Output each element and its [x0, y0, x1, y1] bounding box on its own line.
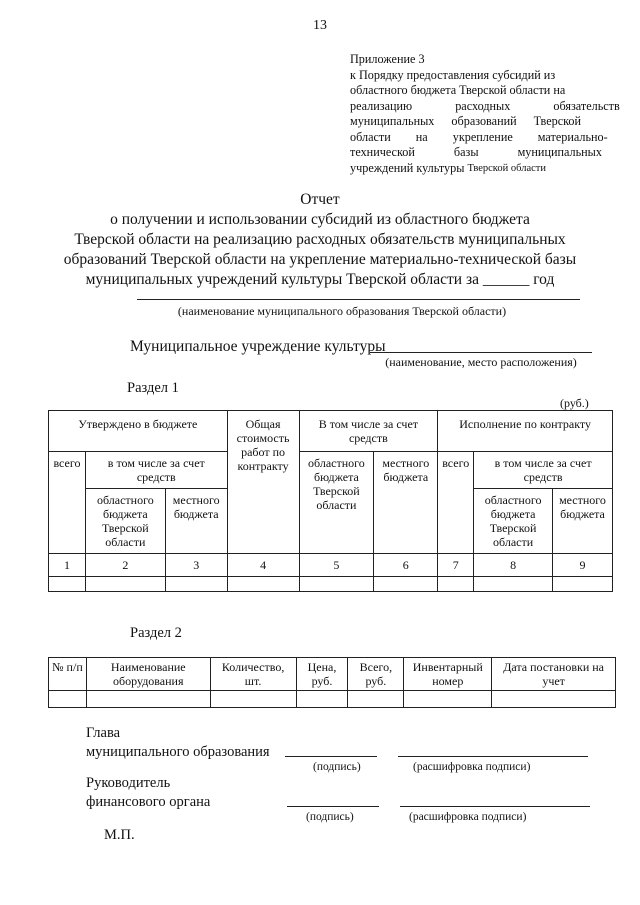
header-execution: Исполнение по контракту	[438, 411, 613, 452]
appendix-line	[350, 161, 600, 177]
section1-title: Раздел 1	[127, 380, 179, 396]
municipality-caption: (наименование муниципального образования Тверской области)	[177, 304, 507, 318]
header-local: местного бюджета	[165, 489, 227, 554]
page-number: 13	[313, 18, 327, 33]
table-cell[interactable]	[348, 691, 404, 708]
finance-label-2: финансового органа	[86, 794, 211, 810]
appendix-line	[350, 68, 600, 84]
head-label-2: муниципального образования	[86, 744, 270, 760]
table-cell[interactable]	[86, 691, 210, 708]
table-cell[interactable]	[165, 577, 227, 592]
table-cell[interactable]	[438, 577, 474, 592]
appendix-block	[350, 52, 620, 176]
institution-label: Муниципальное учреждение культуры	[130, 338, 386, 355]
header-incl-sub: в том числе за счет средств	[474, 452, 613, 489]
header-incl-funds: В том числе за счет средств	[299, 411, 438, 452]
column-number: 6	[374, 554, 438, 577]
section2-table	[48, 657, 616, 708]
appendix-text: технической базы муниципальных	[350, 145, 602, 159]
section2-title: Раздел 2	[130, 625, 182, 641]
column-number: 1	[49, 554, 86, 577]
report-title-line: образований Тверской области на укрепление материально-технической базы	[63, 251, 577, 268]
column-header: Инвентарный номер	[404, 658, 492, 691]
table-row	[49, 691, 616, 708]
header-local: местного бюджета	[553, 489, 613, 554]
column-header: Наименование оборудования	[86, 658, 210, 691]
appendix-line: Приложение 3	[350, 52, 425, 66]
appendix-line	[350, 83, 600, 99]
appendix-text: к Порядку предоставления субсидий из	[350, 67, 556, 82]
table-cell[interactable]	[553, 577, 613, 592]
report-title-line: Тверской области на реализацию расходных обязательств муниципальных	[74, 231, 566, 248]
finance-decode-line[interactable]	[400, 806, 590, 807]
table-cell[interactable]	[296, 691, 348, 708]
column-number: 7	[438, 554, 474, 577]
report-title-line: о получении и использовании субсидий из областного бюджета	[110, 211, 530, 228]
table-cell[interactable]	[49, 577, 86, 592]
finance-title-block	[86, 774, 210, 812]
section1-table	[48, 410, 613, 592]
column-header: Всего, руб.	[348, 658, 404, 691]
finance-signature-line[interactable]	[287, 806, 379, 807]
header-regional: областного бюджета Тверской области	[474, 489, 553, 554]
column-number: 3	[165, 554, 227, 577]
head-label-1: Глава	[86, 725, 121, 741]
table-row	[49, 577, 613, 592]
head-signature-line[interactable]	[285, 756, 377, 757]
header-approved: Утверждено в бюджете	[49, 411, 228, 452]
column-number: 4	[227, 554, 299, 577]
finance-signature-caption: (подпись)	[306, 811, 354, 823]
finance-label-1: Руководитель	[86, 775, 171, 791]
appendix-text: областного бюджета Тверской области на	[350, 83, 566, 97]
appendix-line	[350, 98, 620, 115]
report-heading: Отчет	[300, 191, 340, 208]
municipality-underline	[137, 299, 580, 300]
column-header: Количество, шт.	[210, 658, 296, 691]
head-decode-caption: (расшифровка подписи)	[413, 761, 531, 773]
stamp-label: М.П.	[104, 827, 135, 843]
table-cell[interactable]	[492, 691, 616, 708]
appendix-line	[350, 145, 600, 161]
table-cell[interactable]	[210, 691, 296, 708]
column-number: 8	[474, 554, 553, 577]
appendix-text: области на укрепление материально-	[350, 129, 608, 144]
table-cell[interactable]	[49, 691, 87, 708]
column-header: Дата постановки на учет	[492, 658, 616, 691]
table-cell[interactable]	[299, 577, 374, 592]
header-total: всего	[438, 452, 474, 554]
table-cell[interactable]	[85, 577, 165, 592]
header-total: всего	[49, 452, 86, 554]
header-total-cost: Общая стоимость работ по контракту	[227, 411, 299, 554]
table-cell[interactable]	[404, 691, 492, 708]
finance-decode-caption: (расшифровка подписи)	[409, 811, 527, 823]
appendix-line	[350, 114, 600, 130]
head-signature-caption: (подпись)	[313, 761, 361, 773]
head-title-block	[86, 724, 270, 762]
institution-caption: (наименование, место расположения)	[385, 355, 577, 369]
table-cell[interactable]	[374, 577, 438, 592]
header-regional: областного бюджета Тверской области	[85, 489, 165, 554]
appendix-text-small: Тверской области	[467, 162, 546, 174]
table-cell[interactable]	[227, 577, 299, 592]
header-regional: областного бюджета Тверской области	[299, 452, 374, 554]
column-number: 2	[85, 554, 165, 577]
header-local: местного бюджета	[374, 452, 438, 554]
column-number: 5	[299, 554, 374, 577]
report-title-line: муниципальных учреждений культуры Тверской области за ______ год	[85, 271, 555, 288]
header-incl-sub: в том числе за счет средств	[85, 452, 227, 489]
appendix-text: реализацию расходных обязательств	[350, 98, 620, 113]
appendix-text: муниципальных образований Тверской	[350, 114, 582, 128]
column-number: 9	[553, 554, 613, 577]
table-cell[interactable]	[474, 577, 553, 592]
head-decode-line[interactable]	[398, 756, 588, 757]
column-header: Цена, руб.	[296, 658, 348, 691]
column-header: № п/п	[49, 658, 87, 691]
report-title	[40, 190, 600, 290]
institution-underline	[370, 352, 592, 353]
appendix-text: учреждений культуры	[350, 160, 465, 175]
appendix-line	[350, 129, 608, 146]
section1-unit: (руб.)	[560, 396, 589, 410]
